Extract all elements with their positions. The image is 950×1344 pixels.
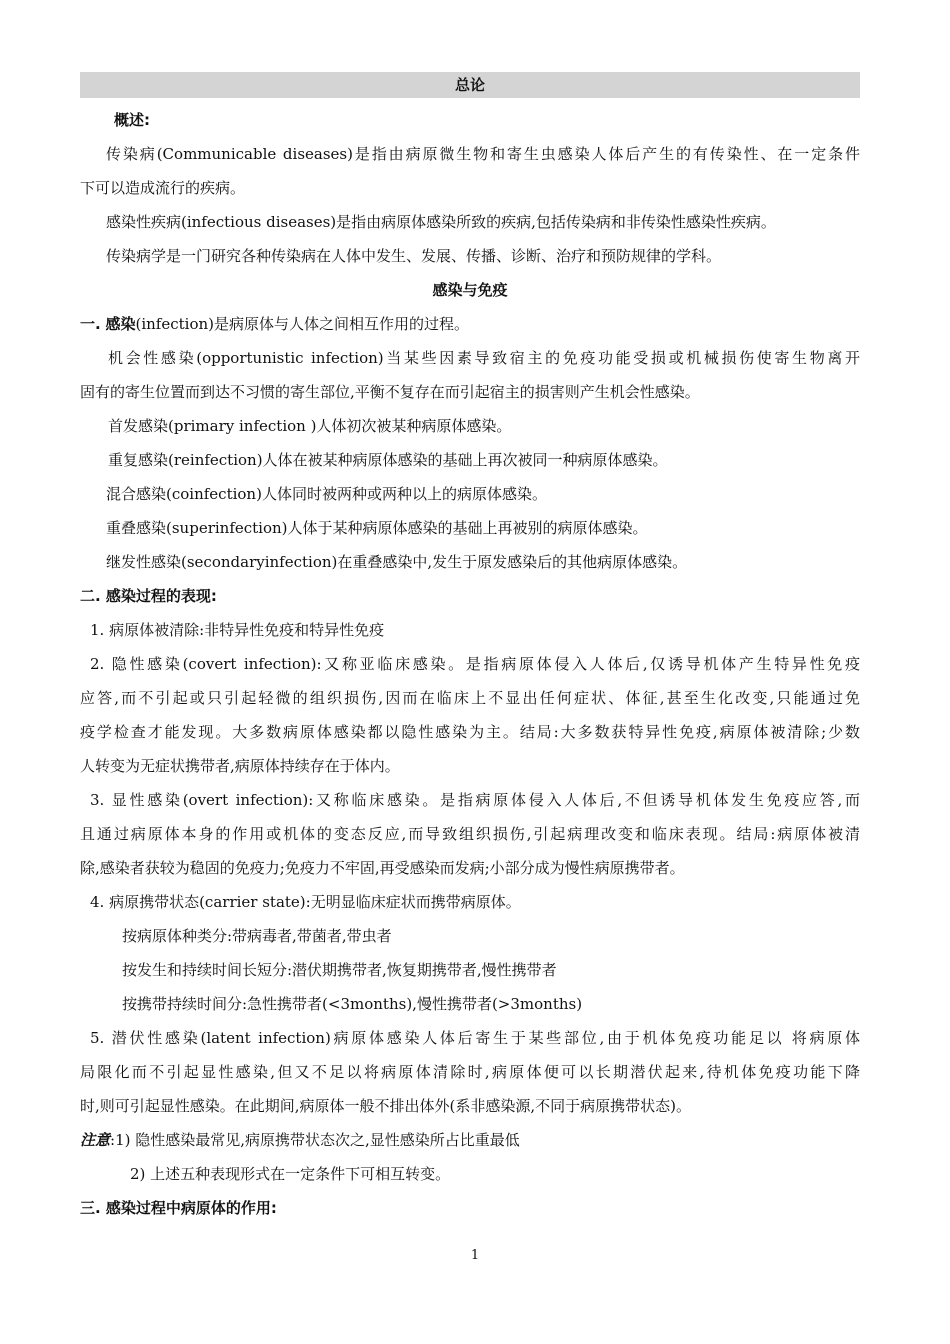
page-number: 1 — [470, 1248, 480, 1263]
overview-paragraph-1a: 传染病(Communicable diseases)是指由病原微生物和寄生虫感染人体后产生的有传染性、在一定条件 — [106, 145, 860, 163]
opportunistic-infection-a: 机会性感染(opportunistic infection)当某些因素导致宿主的免疫功能受损或机械损伤使寄生物离开 — [108, 349, 860, 367]
s2-item-3b: 且通过病原体本身的作用或机体的变态反应,而导致组织损伤,引起病理改变和临床表现。结局:病原体被清 — [80, 825, 860, 843]
s2-item-4-sub-3: 按携带持续时间分:急性携带者(<3months),慢性携带者(>3months) — [122, 995, 583, 1013]
note-line-1 — [80, 1130, 520, 1150]
note-label: 注意 — [80, 1131, 111, 1149]
secondary-infection: 继发性感染(secondaryinfection)在重叠感染中,发生于原发感染后的其他病原体感染。 — [106, 553, 688, 571]
s1-term: 感染 — [105, 315, 136, 333]
chapter-title: 总论 — [80, 72, 860, 98]
s2-item-2d: 人转变为无症状携带者,病原体持续存在于体内。 — [80, 757, 400, 775]
s3-heading: 三. 感染过程中病原体的作用: — [80, 1199, 277, 1217]
coinfection: 混合感染(coinfection)人体同时被两种或两种以上的病原体感染。 — [106, 485, 547, 503]
s2-item-2c: 疫学检查才能发现。大多数病原体感染都以隐性感染为主。结局:大多数获特异性免疫,病原体被清除;少数 — [80, 723, 860, 741]
note-1: :1) 隐性感染最常见,病原携带状态次之,显性感染所占比重最低 — [110, 1131, 520, 1149]
s2-item-3a: 3. 显性感染(overt infection):又称临床感染。是指病原体侵入人体后,不但诱导机体发生免疫应答,而 — [90, 791, 860, 809]
overview-paragraph-3: 传染病学是一门研究各种传染病在人体中发生、发展、传播、诊断、治疗和预防规律的学科。 — [106, 247, 722, 265]
s2-item-2b: 应答,而不引起或只引起轻微的组织损伤,因而在临床上不显出任何症状、体征,甚至生化改变,只能通过免 — [80, 689, 860, 707]
s2-item-2a: 2. 隐性感染(covert infection):又称亚临床感染。是指病原体侵入人体后,仅诱导机体产生特异性免疫 — [90, 655, 860, 673]
s2-item-3c: 除,感染者获较为稳固的免疫力;免疫力不牢固,再受感染而发病;小部分成为慢性病原携带者。 — [80, 859, 685, 877]
overview-paragraph-1b: 下可以造成流行的疾病。 — [80, 179, 246, 197]
s1-text: (infection)是病原体与人体之间相互作用的过程。 — [135, 315, 470, 333]
s2-item-5a: 5. 潜伏性感染(latent infection)病原体感染人体后寄生于某些部位,由于机体免疫功能足以 将病原体 — [90, 1029, 860, 1047]
section-title: 感染与免疫 — [432, 281, 508, 299]
reinfection: 重复感染(reinfection)人体在被某种病原体感染的基础上再次被同一种病原体感染。 — [108, 451, 668, 469]
overview-paragraph-2: 感染性疾病(infectious diseases)是指由病原体感染所致的疾病,包括传染病和非传染性感染性疾病。 — [106, 213, 776, 231]
s2-item-4-sub-1: 按病原体种类分:带病毒者,带菌者,带虫者 — [122, 927, 392, 945]
s2-item-5b: 局限化而不引起显性感染,但又不足以将病原体清除时,病原体便可以长期潜伏起来,待机体免疫功能下降 — [80, 1063, 860, 1081]
overview-label: 概述: — [114, 111, 150, 129]
s1-heading — [80, 314, 469, 334]
s2-heading: 二. 感染过程的表现: — [80, 587, 217, 605]
s2-item-4: 4. 病原携带状态(carrier state):无明显临床症状而携带病原体。 — [90, 893, 521, 911]
note-2: 2) 上述五种表现形式在一定条件下可相互转变。 — [130, 1165, 451, 1183]
s2-item-4-sub-2: 按发生和持续时间长短分:潜伏期携带者,恢复期携带者,慢性携带者 — [122, 961, 557, 979]
s2-item-1: 1. 病原体被清除:非特异性免疫和特异性免疫 — [90, 621, 385, 639]
opportunistic-infection-b: 固有的寄生位置而到达不习惯的寄生部位,平衡不复存在而引起宿主的损害则产生机会性感染。 — [80, 383, 700, 401]
superinfection: 重叠感染(superinfection)人体于某种病原体感染的基础上再被别的病原体感染。 — [106, 519, 648, 537]
primary-infection: 首发感染(primary infection )人体初次被某种病原体感染。 — [108, 417, 512, 435]
s2-item-5c: 时,则可引起显性感染。在此期间,病原体一般不排出体外(系非感染源,不同于病原携带状态)。 — [80, 1097, 692, 1115]
s1-number: 一. — [80, 315, 101, 333]
